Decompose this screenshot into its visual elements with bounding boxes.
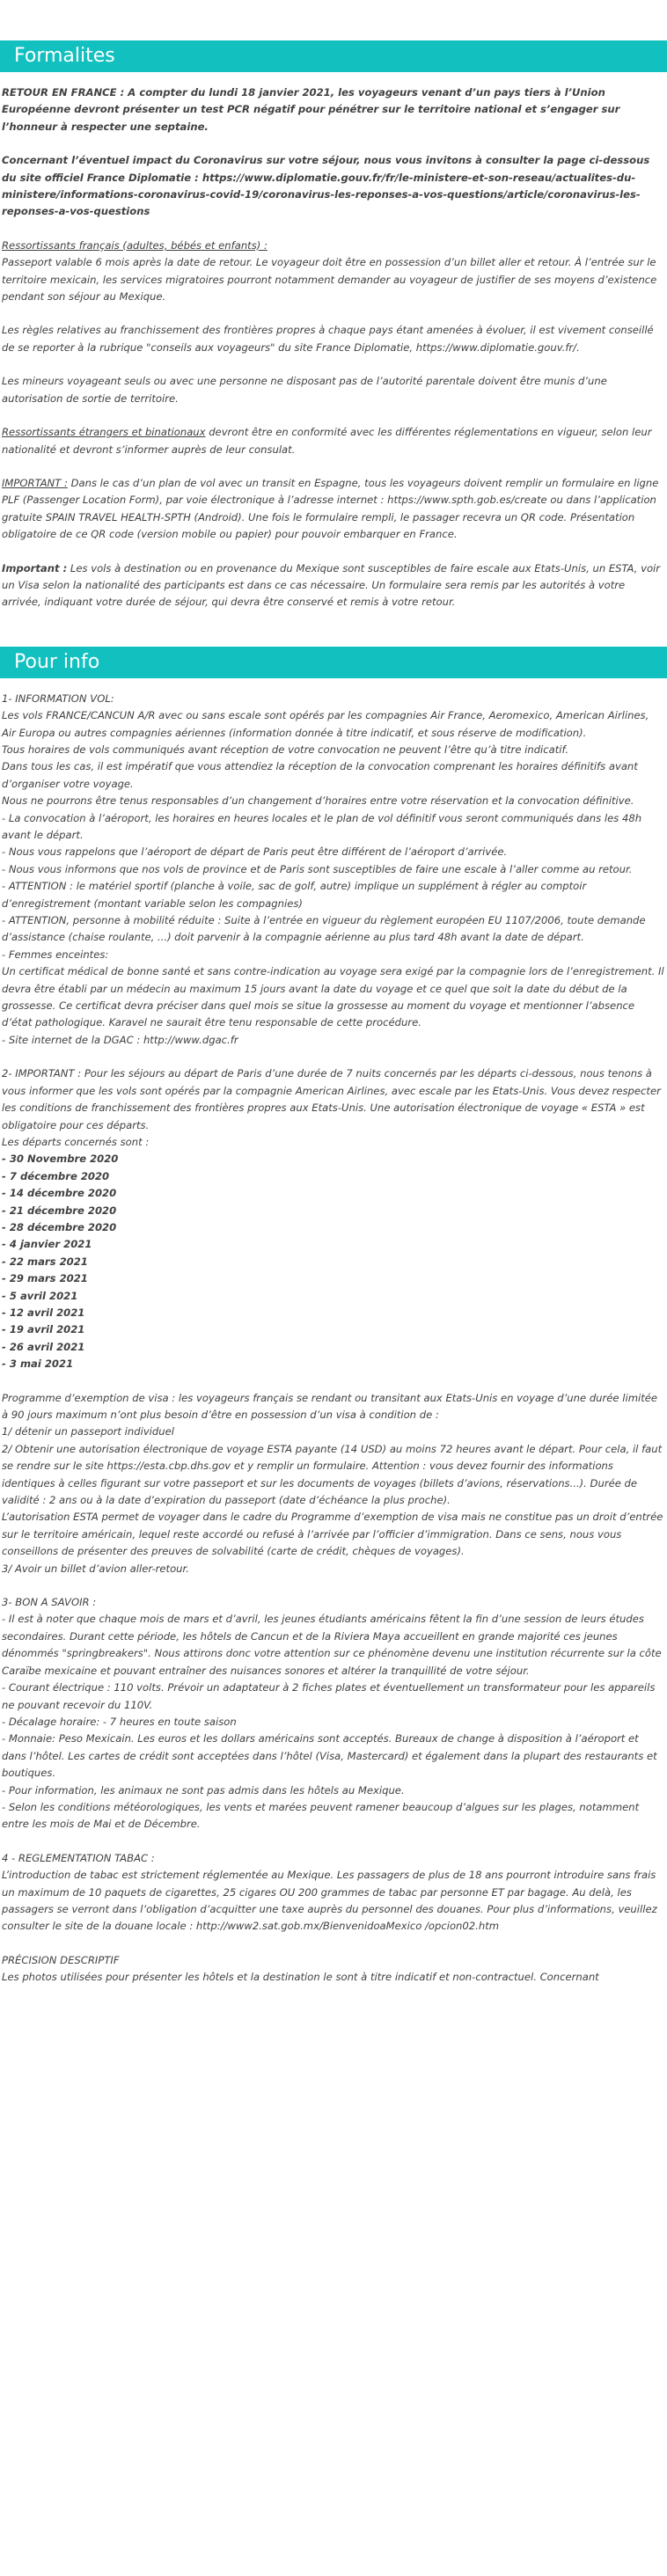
spacer [2,1577,665,1594]
savoir-line: - Décalage horaire: - 7 heures en toute saison [2,1715,237,1728]
info-line: - ATTENTION : le matériel sportif (planche à voile, sac de golf, autre) implique un supplément à régler au comptoir d’enregistrement (montant variable selon les compagnies) [2,880,587,910]
info-line: Les vols FRANCE/CANCUN A/R avec ou sans escale sont opérés par les compagnies Air France, Aeromexico, American Airlines, Air Europa ou autres compagnies aériennes (information donnée à titre indicatif, et sous réserve de modification). [2,709,649,739]
section-title-pour-info: Pour info [0,647,667,678]
ressortissants-etrangers-label: Ressortissants étrangers et binationaux [2,426,206,439]
departure-date: - 5 avril 2021 [2,1289,78,1302]
visa-line: L’autorisation ESTA permet de voyager dans le cadre du Programme d’exemption de visa mais ne constitue pas un droit d’entrée sur le territoire américain, lequel reste accordé ou refusé à l’arrivée par l’officier d’immigration. Dans ce sens, nous vous conseillons de présenter des preuves de solvabilité (carte de crédit, chèques de voyages). [2,1511,663,1558]
important-espagne-paragraph [2,475,665,544]
departure-date: - 22 mars 2021 [2,1255,88,1268]
information-vol-block [2,691,665,1050]
departure-date: - 26 avril 2021 [2,1340,85,1353]
savoir-line: 3- BON A SAVOIR : [2,1596,97,1609]
ressortissants-francais-paragraph [2,238,665,306]
visa-line: Programme d’exemption de visa : les voyageurs français se rendant ou transitant aux Etats-Unis en voyage d’une durée limitée à 90 jours maximum n’ont plus besoin d’être en possession d’un visa à condition de : [2,1391,658,1421]
bon-a-savoir-block [2,1594,665,1833]
important-escale-paragraph [2,560,665,611]
descriptif-line: PRÉCISION DESCRIPTIF [2,1953,120,1966]
departs-label: Les départs concernés sont : [2,1135,150,1148]
important-esta-block [2,1065,665,1372]
departure-date: - 21 décembre 2020 [2,1204,117,1217]
tabac-line: L’introduction de tabac est strictement réglementée au Mexique. Les passagers de plus de 18 ans pourront introduire sans frais un maximum de 10 paquets de cigarettes, 25 cigares OU 200 grammes de tabac par personne ET par bagage. Au delà, les passagers se verront dans l’obligation d’acquitter une taxe auprès du personnel des douanes. Pour plus d’informations, veuillez consulter le site de la douane locale : http://www2.sat.gob.mx/BienvenidoaMexico /opcion02.htm [2,1869,657,1933]
important-espagne-label: IMPORTANT : [2,476,68,489]
departure-date: - 30 Novembre 2020 [2,1153,119,1166]
info-line: Tous horaires de vols communiqués avant réception de votre convocation ne peuvent l’être qu’à titre indicatif. [2,743,569,756]
spacer [2,1373,665,1390]
info-line: - La convocation à l’aéroport, les horaires en heures locales et le plan de vol définitif vous seront communiqués dans les 48h avant le départ. [2,811,642,841]
important-escale-label: Important : [2,561,68,574]
savoir-line: - Pour information, les animaux ne sont pas admis dans les hôtels au Mexique. [2,1783,405,1797]
spacer [2,1936,665,1952]
spacer [2,1049,665,1065]
info-line: 1- INFORMATION VOL: [2,692,114,705]
important-espagne-text: Dans le cas d’un plan de vol avec un transit en Espagne, tous les voyageurs doivent remplir un formulaire en ligne PLF (Passenger Location Form), par voie électronique à l’adresse internet : https://www.spth.gob.es/create ou dans l’application gratuite SPAIN TRAVEL HEALTH-SPTH (Android). Une fois le formulaire rempli, le passager recevra un QR code. Présentation obligatoire de ce QR code (version mobile ou papier) pour pouvoir embarquer en France. [2,476,659,541]
departure-date: - 28 décembre 2020 [2,1220,117,1233]
savoir-line: - Il est à noter que chaque mois de mars et d’avril, les jeunes étudiants américains fêtent la fin d’une session de leurs études secondaires. Durant cette période, les hôtels de Cancun et de la Riviera Maya accueillent en grande majorité ces jeunes dénommés "springbreakers". Nous attirons donc votre attention sur ce phénomène devenu une institution récurrente sur la côte Caraïbe mexicaine et pouvant entraîner des nuisances sonores et altérer la tranquillité de votre séjour. [2,1613,662,1677]
savoir-line: - Selon les conditions météorologiques, les vents et marées peuvent ramener beaucoup d’algues sur les plages, notamment entre les mois de Mai et de Décembre. [2,1800,640,1831]
departure-date: - 14 décembre 2020 [2,1187,117,1200]
savoir-line: - Monnaie: Peso Mexicain. Les euros et les dollars américains sont acceptés. Bureaux de change à disposition à l’aéroport et dans l’hôtel. Les cartes de crédit sont acceptées dans l’hôtel (Visa, Mastercard) et également dans la plupart des restaurants et boutiques. [2,1732,657,1780]
visa-line: 1/ détenir un passeport individuel [2,1425,174,1438]
visa-exemption-block [2,1390,665,1577]
tabac-line: 4 - REGLEMENTATION TABAC : [2,1851,155,1864]
retour-france-paragraph: RETOUR EN FRANCE : A compter du lundi 18 janvier 2021, les voyageurs venant d’un pays tiers à l’Union Européenne devront présenter un test PCR négatif pour pénétrer sur le territoire national et s’engager sur l’honneur à respecter une septaine. [2,86,620,133]
info-line: - Nous vous informons que nos vols de province et de Paris sont susceptibles de faire une escale à l’aller comme au retour. [2,862,633,875]
savoir-line: - Courant électrique : 110 volts. Prévoir un adaptateur à 2 fiches plates et éventuellement un transformateur pour les appareils ne pouvant recevoir du 110V. [2,1681,656,1711]
info-line: Dans tous les cas, il est impératif que vous attendiez la réception de la convocation comprenant les horaires définitifs avant d’organiser votre voyage. [2,760,638,790]
important-escale-text: Les vols à destination ou en provenance du Mexique sont susceptibles de faire escale aux Etats-Unis, un ESTA, voir un Visa selon la nationalité des participants est dans ce cas nécessaire. Un formulaire sera remis par les autorités à votre arrivée, indiquant votre durée de séjour, qui devra être conservé et remis à votre retour. [2,561,661,609]
regles-frontieres-paragraph: Les règles relatives au franchissement des frontières propres à chaque pays étant amenées à évoluer, il est vivement conseillé de se reporter à la rubrique "conseils aux voyageurs" du site France Diplomatie, https://www.diplomatie.gouv.fr/. [2,324,654,354]
ressortissants-etrangers-paragraph [2,424,665,458]
info-line: - Femmes enceintes: [2,948,109,961]
info-line: - ATTENTION, personne à mobilité réduite : Suite à l’entrée en vigueur du règlement européen EU 1107/2006, toute demande d’assistance (chaise roulante, ...) doit parvenir à la compagnie aérienne au plus tard 48h avant la date de départ. [2,914,646,944]
departure-date: - 7 décembre 2020 [2,1169,110,1182]
ressortissants-etrangers-text: devront être en conformité avec les différentes réglementations en vigueur, selon leur nationalité et devront s’informer auprès de leur consulat. [2,426,652,456]
visa-line: 3/ Avoir un billet d’avion aller-retour. [2,1562,189,1575]
coronavirus-paragraph: Concernant l’éventuel impact du Coronavirus sur votre séjour, nous vous invitons à consulter la page ci-dessous du site officiel France Diplomatie : https://www.diplomatie.gouv.fr/fr/le-ministere-et-son-reseau/actualites-du-ministere/informations-coronavirus-covid-19/coronavirus-les-reponses-a-vos-questions/article/coronavirus-les-reponses-a-vos-questions [2,154,650,218]
mineurs-paragraph: Les mineurs voyageant seuls ou avec une personne ne disposant pas de l’autorité parentale doivent être munis d’une autorisation de sortie de territoire. [2,375,607,405]
info-line: - Nous vous rappelons que l’aéroport de départ de Paris peut être différent de l’aéroport d’arrivée. [2,845,508,859]
ressortissants-francais-label: Ressortissants français (adultes, bébés et enfants) : [2,238,268,252]
ressortissants-francais-text: Passeport valable 6 mois après la date de retour. Le voyageur doit être en possession d’un billet aller et retour. À l’entrée sur le territoire mexicain, les services migratoires pourront notamment demander au voyageur de justifier de ses moyens d’existence pendant son séjour au Mexique. [2,256,657,304]
info-line: Un certificat médical de bonne santé et sans contre-indication au voyage sera exigé par la compagnie lors de l’enregistrement. Il devra être établi par un médecin au maximum 15 jours avant la date du voyage et ce quel que soit la date du début de la grossesse. Ce certificat devra préciser dans quel mois se situe la grossesse au moment du voyage et mentionner l’absence d’état pathologique. Karavel ne saurait être tenu responsable de cette procédure. [2,965,664,1029]
departure-date: - 19 avril 2021 [2,1323,85,1336]
departure-date: - 3 mai 2021 [2,1358,74,1371]
info-line: - Site internet de la DGAC : http://www.dgac.fr [2,1033,238,1046]
descriptif-line: Les photos utilisées pour présenter les hôtels et la destination le sont à titre indicatif et non-contractuel. Concernant [2,1971,599,1984]
info-line: Nous ne pourrons être tenus responsables d’un changement d’horaires entre votre réservation et la convocation définitive. [2,794,634,808]
pour-info-content [0,691,665,1987]
esta-intro: 2- IMPORTANT : Pour les séjours au départ de Paris d’une durée de 7 nuits concernés par les départs ci-dessous, nous tenons à vous informer que les vols sont opérés par la compagnie American Airlines, avec escale par les Etats-Unis. Vous devez respecter les conditions de franchissement des frontières propres aux Etats-Unis. Une autorisation électronique de voyage « ESTA » est obligatoire pour ces départs. [2,1067,661,1131]
departure-date: - 4 janvier 2021 [2,1238,92,1251]
visa-line: 2/ Obtenir une autorisation électronique de voyage ESTA payante (14 USD) au moins 72 heures avant le départ. Pour cela, il faut se rendre sur le site https://esta.cbp.dhs.gov et y remplir un formulaire. Attention : vous devez fournir des informations identiques à celles figurant sur votre passeport et sur les documents de voyages (billets d’avions, réservations...). Durée de validité : 2 ans ou à la date d’expiration du passeport (date d’échéance la plus proche). [2,1442,663,1507]
departure-date: - 12 avril 2021 [2,1306,85,1319]
spacer [2,1833,665,1850]
precision-descriptif-block [2,1952,665,1987]
reglementation-tabac-block [2,1850,665,1936]
departure-date: - 29 mars 2021 [2,1272,88,1285]
section-title-formalites: Formalites [0,40,667,72]
formalites-content [0,84,665,611]
